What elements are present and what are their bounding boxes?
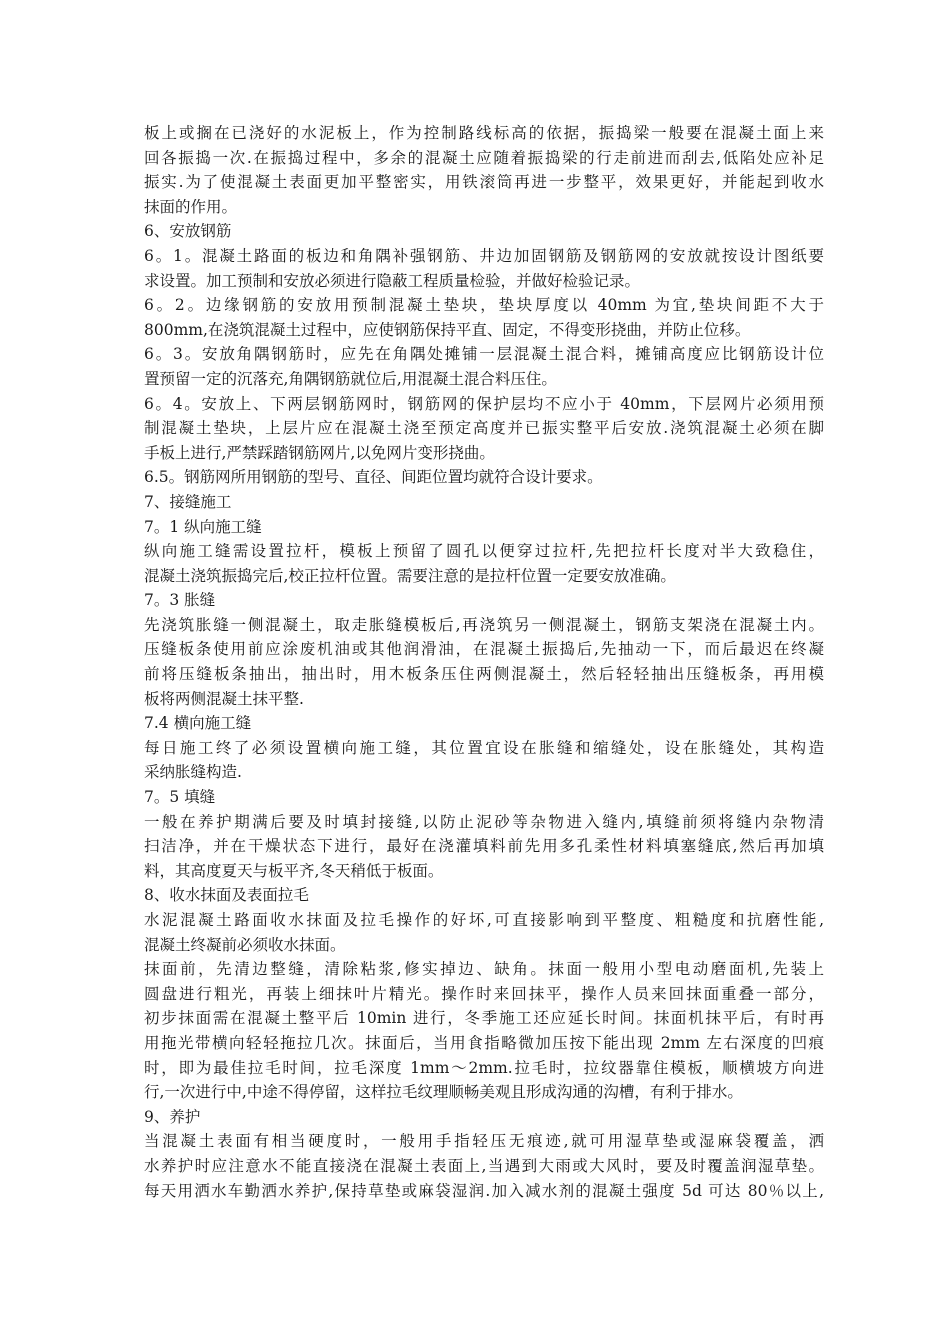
text-line: 制混凝土垫块，上层片应在混凝土浇至预定高度并已振实整平后安放.浇筑混凝土必须在脚 — [144, 419, 824, 438]
text-line: 800mm,在浇筑混凝土过程中，应使钢筋保持平直、固定，不得变形挠曲，并防止位移。 — [144, 320, 751, 339]
text-line: 手板上进行,严禁踩踏钢筋网片,以免网片变形挠曲。 — [144, 443, 495, 462]
text-line: 7.4 横向施工缝 — [144, 714, 252, 733]
text-line: 采纳胀缝构造. — [144, 763, 242, 782]
text-line: 6。2。边缘钢筋的安放用预制混凝土垫块，垫块厚度以 40mm 为宜,垫块间距不大于 — [144, 296, 824, 315]
text-line: 压缝板条使用前应涂废机油或其他润滑油，在混凝土振捣后,先抽动一下，而后最迟在终凝 — [144, 640, 824, 659]
text-line: 抹面的作用。 — [144, 197, 238, 216]
text-line: 9、养护 — [144, 1107, 201, 1126]
text-line: 扫洁净，并在干燥状态下进行，最好在浇灌填料前先用多孔柔性材料填塞缝底,然后再加填 — [144, 837, 824, 856]
text-line: 6.5。钢筋网所用钢筋的型号、直径、间距位置均就符合设计要求。 — [144, 468, 603, 487]
text-line: 6。3。安放角隅钢筋时，应先在角隅处摊铺一层混凝土混合料，摊铺高度应比钢筋设计位 — [144, 345, 824, 364]
text-line: 料，其高度夏天与板平齐,冬天稍低于板面。 — [144, 861, 444, 880]
text-line: 7。1 纵向施工缝 — [144, 517, 262, 536]
text-line: 7。3 胀缝 — [144, 591, 216, 610]
text-line: 时，即为最佳拉毛时间，拉毛深度 1mm～2mm.拉毛时，拉纹器靠住模板，顺横坡方向进 — [144, 1058, 824, 1077]
text-line: 7、接缝施工 — [144, 492, 232, 511]
text-line: 水泥混凝土路面收水抹面及拉毛操作的好坏,可直接影响到平整度、粗糙度和抗磨性能, — [144, 911, 824, 929]
text-line: 8、收水抹面及表面拉毛 — [144, 886, 309, 905]
text-line: 每日施工终了必须设置横向施工缝，其位置宜设在胀缝和缩缝处，设在胀缝处，其构造 — [144, 738, 824, 757]
text-line: 抹面前，先清边整缝，清除粘浆,修实掉边、缺角。抹面一般用小型电动磨面机,先装上 — [144, 960, 824, 979]
text-line: 一般在养护期满后要及时填封接缝,以防止泥砂等杂物进入缝内,填缝前须将缝内杂物清 — [144, 812, 824, 831]
text-line: 振实.为了使混凝土表面更加平整密实，用铁滚筒再进一步整平，效果更好，并能起到收水 — [144, 173, 824, 192]
text-line: 当混凝土表面有相当硬度时，一般用手指轻压无痕迹,就可用湿草垫或湿麻袋覆盖，洒 — [144, 1132, 824, 1151]
document-body — [144, 121, 824, 1203]
text-line: 6、安放钢筋 — [144, 222, 232, 241]
text-line: 7。5 填缝 — [144, 788, 216, 807]
text-line: 混凝土浇筑振捣完后,校正拉杆位置。需要注意的是拉杆位置一定要安放准确。 — [144, 566, 676, 585]
text-line: 纵向施工缝需设置拉杆，模板上预留了圆孔以便穿过拉杆,先把拉杆长度对半大致稳住， — [144, 542, 824, 561]
text-line: 置预留一定的沉落充,角隅钢筋就位后,用混凝土混合料压住。 — [144, 369, 557, 388]
text-line: 前将压缝板条抽出，抽出时，用木板条压住两侧混凝土，然后轻轻抽出压缝板条，再用模 — [144, 665, 824, 684]
text-line: 圆盘进行粗光，再装上细抹叶片精光。操作时来回抹平，操作人员来回抹面重叠一部分， — [144, 984, 824, 1003]
text-line: 先浇筑胀缝一侧混凝土，取走胀缝模板后,再浇筑另一侧混凝土，钢筋支架浇在混凝土内。 — [144, 615, 824, 634]
text-line: 板上或搁在已浇好的水泥板上，作为控制路线标高的依据，振捣梁一般要在混凝土面上来 — [144, 124, 824, 142]
text-line: 6。4。安放上、下两层钢筋网时，钢筋网的保护层均不应小于 40mm，下层网片必须用预 — [144, 394, 824, 413]
text-line: 初步抹面需在混凝土整平后 10min 进行，冬季施工还应延长时间。抹面机抹平后，有时再 — [144, 1009, 824, 1028]
text-line: 用拖光带横向轻轻拖拉几次。抹面后，当用食指略微加压按下能出现 2mm 左右深度的凹痕 — [144, 1033, 824, 1052]
text-line: 回各振捣一次.在振捣过程中，多余的混凝土应随着振捣梁的行走前进而刮去,低陷处应补足 — [144, 148, 824, 167]
text-line: 板将两侧混凝土抹平整. — [144, 689, 304, 708]
text-line: 水养护时应注意水不能直接浇在混凝土表面上,当遇到大雨或大风时，要及时覆盖润湿草垫。 — [144, 1156, 824, 1175]
text-line: 每天用洒水车勤洒水养护,保持草垫或麻袋湿润.加入减水剂的混凝土强度 5d 可达 80％以上, — [144, 1181, 824, 1200]
text-line: 6。1。混凝土路面的板边和角隅补强钢筋、井边加固钢筋及钢筋网的安放就按设计图纸要 — [144, 246, 824, 265]
text-line: 求设置。加工预制和安放必须进行隐蔽工程质量检验，并做好检验记录。 — [144, 271, 641, 290]
text-line: 混凝土终凝前必须收水抹面。 — [144, 935, 346, 954]
text-line: 行,一次进行中,中途不得停留，这样拉毛纹理顺畅美观且形成沟通的沟槽，有利于排水。 — [144, 1083, 743, 1102]
